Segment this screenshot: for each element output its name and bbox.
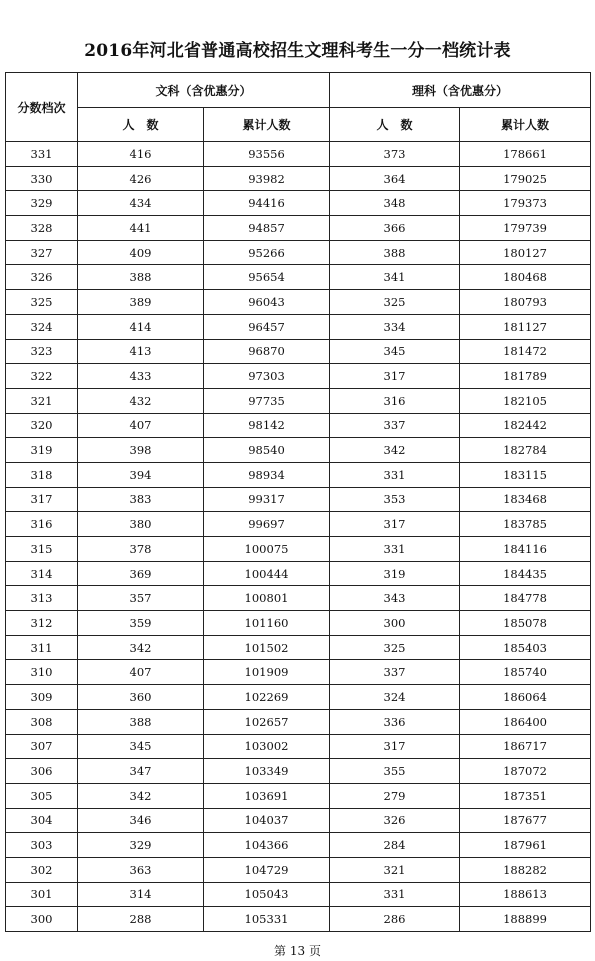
like-cumulative-cell: 187677 — [460, 808, 591, 833]
score-column-header: 分数档次 — [6, 73, 78, 142]
wenke-count-cell: 407 — [78, 660, 204, 685]
score-cell: 304 — [6, 808, 78, 833]
like-count-cell: 316 — [330, 388, 460, 413]
like-cumulative-cell: 186064 — [460, 685, 591, 710]
wenke-cumulative-cell: 99697 — [204, 512, 330, 537]
table-row — [6, 339, 591, 364]
wenke-cumulative-cell: 98142 — [204, 413, 330, 438]
wenke-cumulative-cell: 95654 — [204, 265, 330, 290]
like-cumulative-cell: 184435 — [460, 561, 591, 586]
wenke-count-cell: 432 — [78, 388, 204, 413]
header-row-sub — [6, 108, 591, 142]
table-row — [6, 142, 591, 167]
wenke-cumulative-cell: 103349 — [204, 759, 330, 784]
table-row — [6, 685, 591, 710]
like-count-cell: 342 — [330, 438, 460, 463]
wenke-count-cell: 342 — [78, 783, 204, 808]
table-row — [6, 537, 591, 562]
like-count-cell: 348 — [330, 191, 460, 216]
table-row — [6, 783, 591, 808]
table-row — [6, 487, 591, 512]
like-cumulative-cell: 180468 — [460, 265, 591, 290]
like-count-cell: 341 — [330, 265, 460, 290]
wenke-cumulative-cell: 98540 — [204, 438, 330, 463]
score-cell: 327 — [6, 240, 78, 265]
like-count-cell: 364 — [330, 166, 460, 191]
wenke-count-cell: 363 — [78, 857, 204, 882]
table-row — [6, 166, 591, 191]
wenke-cumulative-cell: 97735 — [204, 388, 330, 413]
score-cell: 312 — [6, 611, 78, 636]
score-cell: 326 — [6, 265, 78, 290]
wenke-cumulative-cell: 103002 — [204, 734, 330, 759]
score-table — [5, 72, 591, 932]
table-row — [6, 833, 591, 858]
wenke-count-cell: 413 — [78, 339, 204, 364]
table-body — [6, 142, 591, 932]
like-cumulative-cell: 188613 — [460, 882, 591, 907]
wenke-cumulative-cell: 104037 — [204, 808, 330, 833]
like-cumulative-cell: 183785 — [460, 512, 591, 537]
wenke-cumulative-cell: 100075 — [204, 537, 330, 562]
table-row — [6, 734, 591, 759]
like-count-cell: 388 — [330, 240, 460, 265]
table-row — [6, 635, 591, 660]
wenke-cumulative-cell: 95266 — [204, 240, 330, 265]
score-cell: 328 — [6, 216, 78, 241]
score-cell: 330 — [6, 166, 78, 191]
score-cell: 318 — [6, 462, 78, 487]
wenke-count-cell: 345 — [78, 734, 204, 759]
wenke-cumulative-cell: 103691 — [204, 783, 330, 808]
score-cell: 329 — [6, 191, 78, 216]
wenke-count-cell: 360 — [78, 685, 204, 710]
like-count-header: 人 数 — [330, 108, 460, 142]
score-cell: 319 — [6, 438, 78, 463]
wenke-cumulative-cell: 93556 — [204, 142, 330, 167]
wenke-count-cell: 398 — [78, 438, 204, 463]
table-row — [6, 191, 591, 216]
like-count-cell: 300 — [330, 611, 460, 636]
wenke-count-cell: 416 — [78, 142, 204, 167]
table-row — [6, 660, 591, 685]
like-cumulative-cell: 179739 — [460, 216, 591, 241]
wenke-cumulative-cell: 104729 — [204, 857, 330, 882]
like-cumulative-cell: 183468 — [460, 487, 591, 512]
score-cell: 324 — [6, 314, 78, 339]
like-count-cell: 279 — [330, 783, 460, 808]
score-cell: 325 — [6, 290, 78, 315]
like-count-cell: 337 — [330, 413, 460, 438]
like-cumulative-cell: 187961 — [460, 833, 591, 858]
wenke-cumulative-cell: 105043 — [204, 882, 330, 907]
score-cell: 316 — [6, 512, 78, 537]
table-row — [6, 364, 591, 389]
wenke-cumulative-cell: 105331 — [204, 907, 330, 932]
like-count-cell: 336 — [330, 709, 460, 734]
wenke-count-cell: 314 — [78, 882, 204, 907]
score-cell: 303 — [6, 833, 78, 858]
wenke-count-cell: 414 — [78, 314, 204, 339]
like-count-cell: 337 — [330, 660, 460, 685]
wenke-count-cell: 389 — [78, 290, 204, 315]
like-cumulative-cell: 180127 — [460, 240, 591, 265]
table-row — [6, 438, 591, 463]
score-cell: 322 — [6, 364, 78, 389]
score-cell: 305 — [6, 783, 78, 808]
table-row — [6, 314, 591, 339]
like-cumulative-cell: 183115 — [460, 462, 591, 487]
table-row — [6, 240, 591, 265]
like-cumulative-cell: 187072 — [460, 759, 591, 784]
like-count-cell: 286 — [330, 907, 460, 932]
wenke-cumulative-cell: 93982 — [204, 166, 330, 191]
score-cell: 321 — [6, 388, 78, 413]
table-row — [6, 907, 591, 932]
score-cell: 331 — [6, 142, 78, 167]
score-cell: 309 — [6, 685, 78, 710]
wenke-count-cell: 388 — [78, 709, 204, 734]
wenke-count-cell: 288 — [78, 907, 204, 932]
table-row — [6, 561, 591, 586]
wenke-count-cell: 426 — [78, 166, 204, 191]
like-cumulative-cell: 185078 — [460, 611, 591, 636]
score-cell: 313 — [6, 586, 78, 611]
wenke-header: 文科（含优惠分） — [78, 73, 330, 108]
like-cumulative-header: 累计人数 — [460, 108, 591, 142]
wenke-count-cell: 380 — [78, 512, 204, 537]
like-cumulative-cell: 180793 — [460, 290, 591, 315]
like-count-cell: 325 — [330, 290, 460, 315]
score-cell: 323 — [6, 339, 78, 364]
score-cell: 300 — [6, 907, 78, 932]
wenke-count-cell: 434 — [78, 191, 204, 216]
wenke-cumulative-cell: 99317 — [204, 487, 330, 512]
wenke-count-cell: 378 — [78, 537, 204, 562]
wenke-cumulative-cell: 100801 — [204, 586, 330, 611]
wenke-cumulative-cell: 100444 — [204, 561, 330, 586]
wenke-count-cell: 388 — [78, 265, 204, 290]
wenke-cumulative-cell: 94416 — [204, 191, 330, 216]
wenke-count-cell: 346 — [78, 808, 204, 833]
score-cell: 320 — [6, 413, 78, 438]
like-count-cell: 331 — [330, 537, 460, 562]
score-cell: 311 — [6, 635, 78, 660]
like-count-cell: 321 — [330, 857, 460, 882]
score-cell: 308 — [6, 709, 78, 734]
like-count-cell: 324 — [330, 685, 460, 710]
like-cumulative-cell: 179373 — [460, 191, 591, 216]
like-cumulative-cell: 178661 — [460, 142, 591, 167]
like-cumulative-cell: 184778 — [460, 586, 591, 611]
table-row — [6, 512, 591, 537]
wenke-count-cell: 357 — [78, 586, 204, 611]
score-cell: 310 — [6, 660, 78, 685]
wenke-cumulative-cell: 96043 — [204, 290, 330, 315]
like-cumulative-cell: 182784 — [460, 438, 591, 463]
like-count-cell: 326 — [330, 808, 460, 833]
wenke-count-header: 人 数 — [78, 108, 204, 142]
score-cell: 307 — [6, 734, 78, 759]
like-count-cell: 319 — [330, 561, 460, 586]
wenke-cumulative-cell: 104366 — [204, 833, 330, 858]
table-row — [6, 882, 591, 907]
wenke-cumulative-header: 累计人数 — [204, 108, 330, 142]
like-count-cell: 366 — [330, 216, 460, 241]
like-cumulative-cell: 187351 — [460, 783, 591, 808]
like-count-cell: 355 — [330, 759, 460, 784]
wenke-cumulative-cell: 98934 — [204, 462, 330, 487]
score-cell: 314 — [6, 561, 78, 586]
table-row — [6, 611, 591, 636]
wenke-count-cell: 329 — [78, 833, 204, 858]
wenke-count-cell: 383 — [78, 487, 204, 512]
like-cumulative-cell: 181127 — [460, 314, 591, 339]
like-count-cell: 317 — [330, 734, 460, 759]
table-row — [6, 857, 591, 882]
like-cumulative-cell: 185403 — [460, 635, 591, 660]
wenke-count-cell: 433 — [78, 364, 204, 389]
score-cell: 302 — [6, 857, 78, 882]
header-row-top — [6, 73, 591, 108]
table-row — [6, 586, 591, 611]
wenke-cumulative-cell: 94857 — [204, 216, 330, 241]
wenke-count-cell: 342 — [78, 635, 204, 660]
like-count-cell: 353 — [330, 487, 460, 512]
table-row — [6, 462, 591, 487]
like-cumulative-cell: 179025 — [460, 166, 591, 191]
like-cumulative-cell: 185740 — [460, 660, 591, 685]
like-header: 理科（含优惠分） — [330, 73, 591, 108]
table-row — [6, 709, 591, 734]
wenke-cumulative-cell: 101502 — [204, 635, 330, 660]
table-row — [6, 290, 591, 315]
like-count-cell: 334 — [330, 314, 460, 339]
wenke-count-cell: 359 — [78, 611, 204, 636]
like-cumulative-cell: 184116 — [460, 537, 591, 562]
like-cumulative-cell: 181472 — [460, 339, 591, 364]
like-count-cell: 284 — [330, 833, 460, 858]
table-row — [6, 808, 591, 833]
like-count-cell: 317 — [330, 512, 460, 537]
table-row — [6, 759, 591, 784]
like-cumulative-cell: 186717 — [460, 734, 591, 759]
score-cell: 317 — [6, 487, 78, 512]
wenke-cumulative-cell: 101160 — [204, 611, 330, 636]
like-cumulative-cell: 182105 — [460, 388, 591, 413]
wenke-cumulative-cell: 96870 — [204, 339, 330, 364]
wenke-count-cell: 441 — [78, 216, 204, 241]
wenke-count-cell: 394 — [78, 462, 204, 487]
like-cumulative-cell: 182442 — [460, 413, 591, 438]
like-cumulative-cell: 188282 — [460, 857, 591, 882]
page-number: 第 13 页 — [274, 944, 321, 958]
like-count-cell: 345 — [330, 339, 460, 364]
like-count-cell: 317 — [330, 364, 460, 389]
wenke-count-cell: 409 — [78, 240, 204, 265]
wenke-cumulative-cell: 102269 — [204, 685, 330, 710]
like-count-cell: 343 — [330, 586, 460, 611]
like-count-cell: 373 — [330, 142, 460, 167]
wenke-cumulative-cell: 96457 — [204, 314, 330, 339]
wenke-count-cell: 347 — [78, 759, 204, 784]
table-row — [6, 388, 591, 413]
page-title: 2016年河北省普通高校招生文理科考生一分一档统计表 — [84, 41, 511, 61]
like-count-cell: 325 — [330, 635, 460, 660]
like-count-cell: 331 — [330, 882, 460, 907]
score-cell: 315 — [6, 537, 78, 562]
like-cumulative-cell: 181789 — [460, 364, 591, 389]
table-row — [6, 265, 591, 290]
like-cumulative-cell: 186400 — [460, 709, 591, 734]
wenke-count-cell: 369 — [78, 561, 204, 586]
like-cumulative-cell: 188899 — [460, 907, 591, 932]
table-row — [6, 413, 591, 438]
score-cell: 301 — [6, 882, 78, 907]
wenke-cumulative-cell: 101909 — [204, 660, 330, 685]
like-count-cell: 331 — [330, 462, 460, 487]
wenke-cumulative-cell: 97303 — [204, 364, 330, 389]
wenke-cumulative-cell: 102657 — [204, 709, 330, 734]
table-row — [6, 216, 591, 241]
wenke-count-cell: 407 — [78, 413, 204, 438]
score-cell: 306 — [6, 759, 78, 784]
